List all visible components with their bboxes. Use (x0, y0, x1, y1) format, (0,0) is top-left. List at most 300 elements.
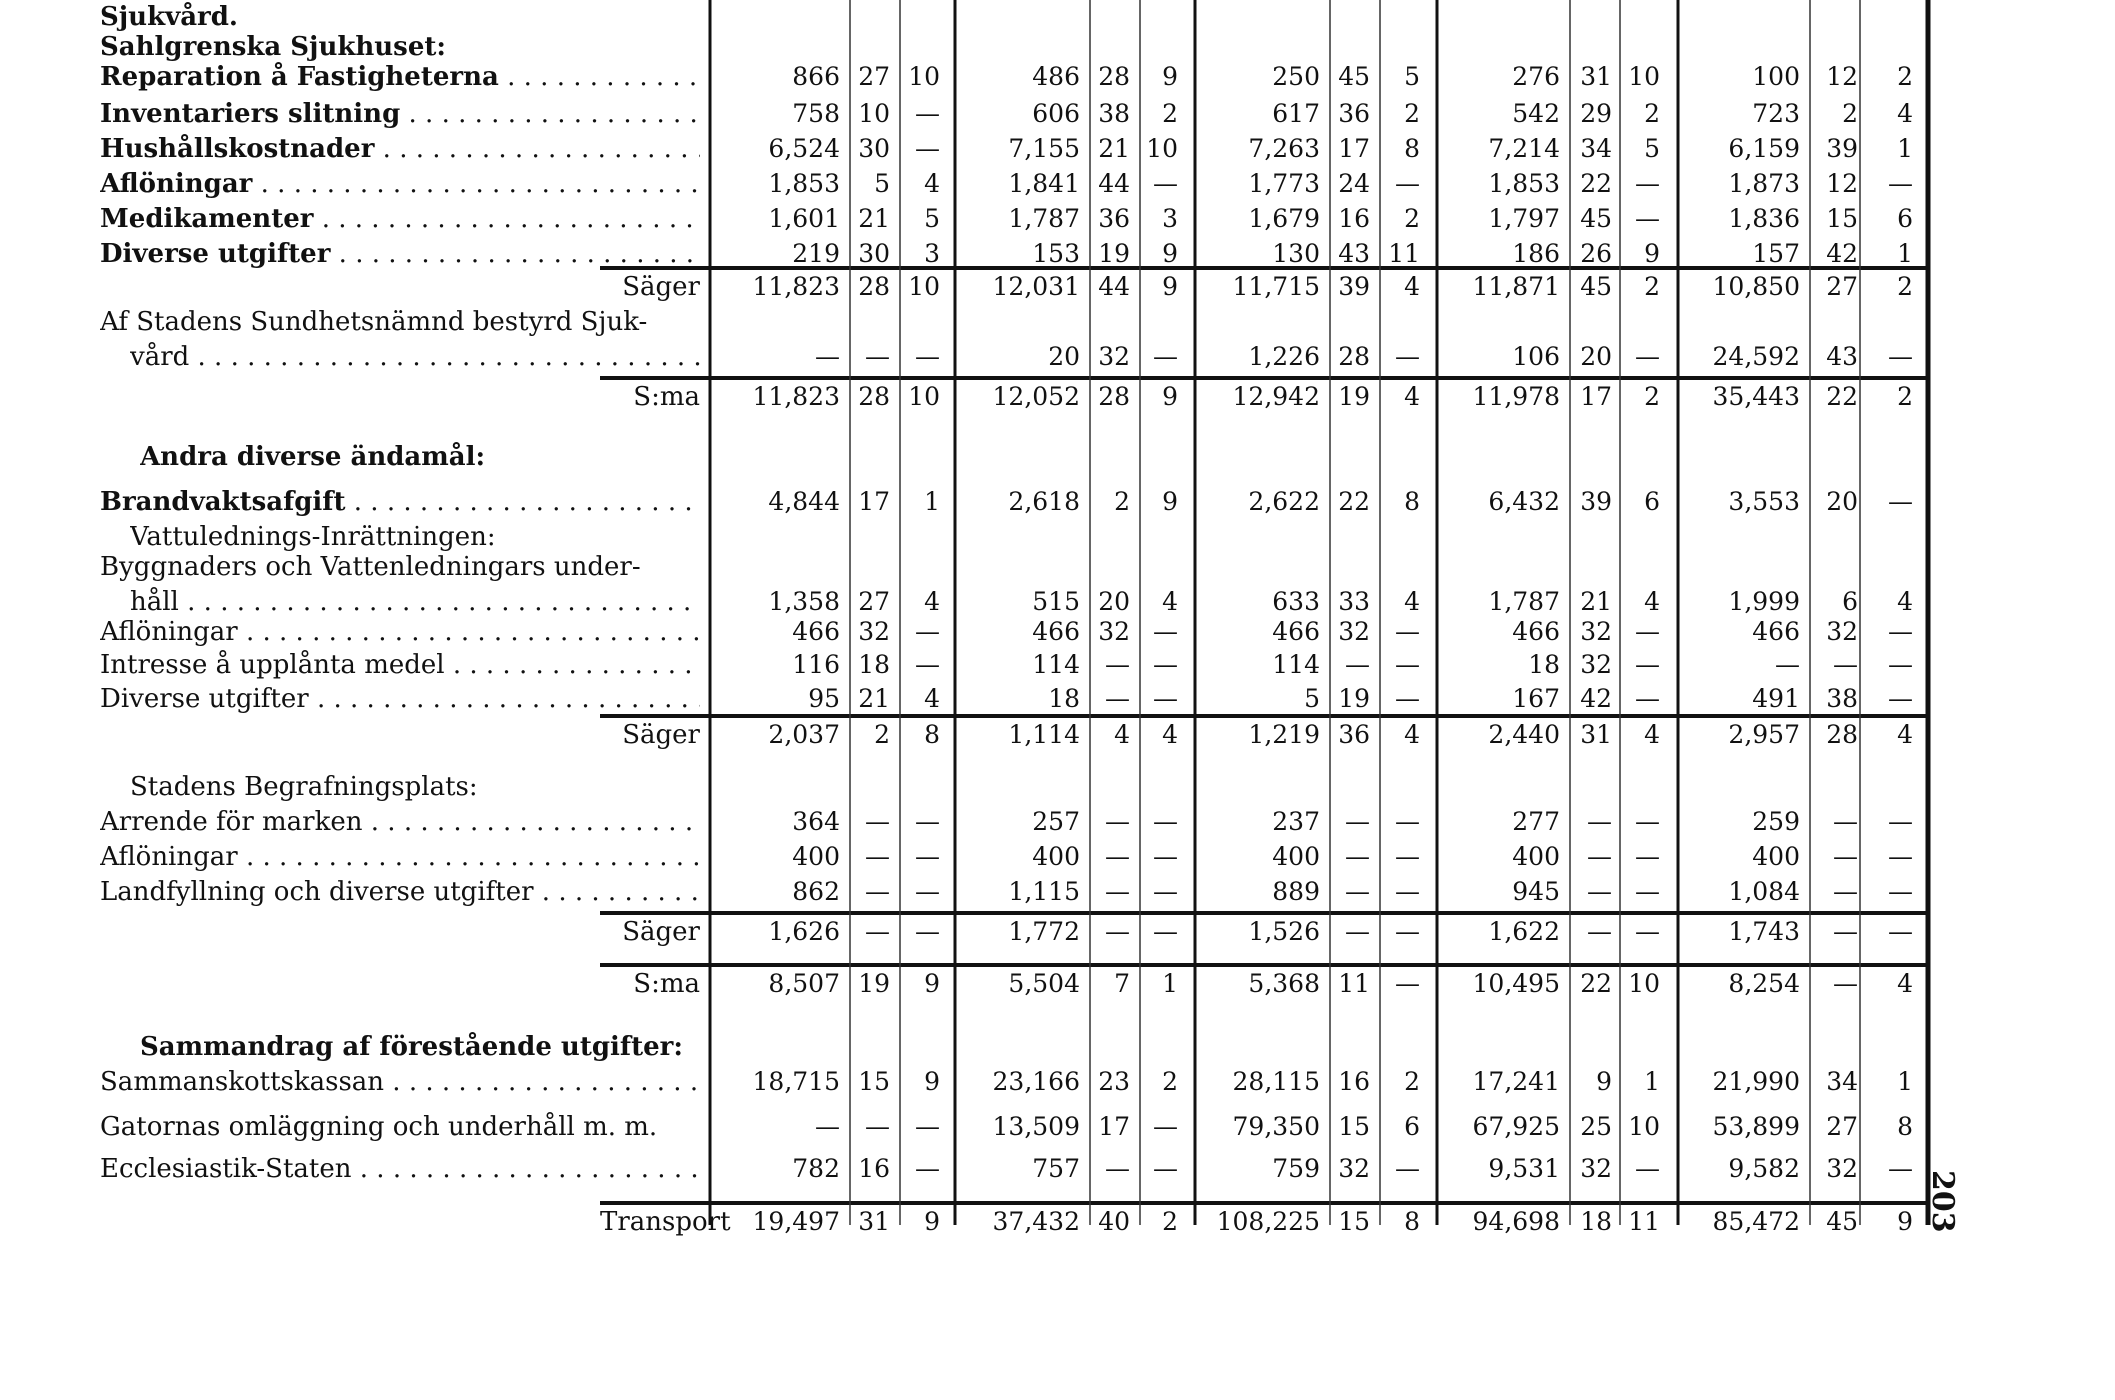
table-cell: 19,497 (752, 1207, 840, 1236)
table-cell: 945 (1512, 877, 1560, 906)
table-cell: 44 (1098, 169, 1130, 198)
table-cell: — (1105, 650, 1130, 679)
table-cell: 9 (1644, 239, 1660, 268)
table-cell: 4 (1897, 720, 1913, 749)
table-cell: — (1105, 877, 1130, 906)
table-cell: 32 (1338, 617, 1370, 646)
table-cell: 22 (1338, 487, 1370, 516)
table-cell: 2 (1162, 1067, 1178, 1096)
table-cell: — (1105, 684, 1130, 713)
table-cell: 27 (1826, 272, 1858, 301)
table-cell: 9 (1897, 1207, 1913, 1236)
table-cell: 28 (1338, 342, 1370, 371)
subtotal-label: S:ma (633, 382, 700, 412)
table-cell: 6,524 (768, 134, 840, 163)
table-cell: — (915, 134, 940, 163)
table-cell: 250 (1272, 62, 1320, 91)
table-cell: 23 (1098, 1067, 1130, 1096)
table-cell: — (1395, 877, 1420, 906)
table-cell: 9 (924, 1067, 940, 1096)
table-cell: 21 (1580, 587, 1612, 616)
table-cell: — (1153, 342, 1178, 371)
table-cell: — (1635, 617, 1660, 646)
table-cell: 39 (1826, 134, 1858, 163)
table-cell: 6 (1842, 587, 1858, 616)
row-label: Af Stadens Sundhetsnämnd bestyrd Sjuk- (100, 307, 648, 337)
table-cell: — (1635, 650, 1660, 679)
table-cell: — (1345, 877, 1370, 906)
table-cell: — (1833, 969, 1858, 998)
table-cell: 28 (1098, 62, 1130, 91)
table-cell: — (1395, 650, 1420, 679)
table-cell: 23,166 (992, 1067, 1080, 1096)
row-label: Aflöningar . . . (100, 615, 700, 649)
table-cell: 4 (1897, 587, 1913, 616)
table-cell: — (1395, 969, 1420, 998)
table-cell: — (1395, 617, 1420, 646)
table-cell: 22 (1826, 382, 1858, 411)
table-cell: 1,841 (1008, 169, 1080, 198)
table-cell: 617 (1272, 99, 1320, 128)
table-cell: 862 (792, 877, 840, 906)
table-cell: 44 (1098, 272, 1130, 301)
table-cell: 237 (1272, 807, 1320, 836)
table-cell: — (815, 1112, 840, 1141)
row-label: Sahlgrenska Sjukhuset: (100, 32, 446, 62)
table-cell: 1,797 (1488, 204, 1560, 233)
table-cell: 4 (1162, 720, 1178, 749)
table-cell: 6,432 (1488, 487, 1560, 516)
table-cell: 1,219 (1248, 720, 1320, 749)
table-cell: 19 (1338, 382, 1370, 411)
table-cell: 30 (858, 239, 890, 268)
table-cell: 5 (924, 204, 940, 233)
table-cell: 2 (1404, 204, 1420, 233)
table-cell: 19 (1338, 684, 1370, 713)
table-cell: — (1888, 487, 1913, 516)
table-cell: 4 (1404, 587, 1420, 616)
table-cell: 11 (1628, 1207, 1660, 1236)
table-cell: — (1888, 169, 1913, 198)
table-cell: 364 (792, 807, 840, 836)
table-cell: 114 (1272, 650, 1320, 679)
table-cell: 39 (1580, 487, 1612, 516)
table-cell: 17 (1338, 134, 1370, 163)
table-cell: 4 (1644, 587, 1660, 616)
table-cell: 167 (1512, 684, 1560, 713)
table-cell: 10,850 (1712, 272, 1800, 301)
table-cell: 16 (1338, 1067, 1370, 1096)
table-cell: 17 (1580, 382, 1612, 411)
subtotal-label: Säger (622, 272, 700, 302)
table-cell: 85,472 (1712, 1207, 1800, 1236)
table-cell: 28,115 (1232, 1067, 1320, 1096)
row-label: Reparation å Fastigheterna . . . (100, 60, 700, 94)
table-cell: 67,925 (1472, 1112, 1560, 1141)
table-cell: — (915, 99, 940, 128)
table-cell: 2,440 (1488, 720, 1560, 749)
table-cell: 4 (1897, 969, 1913, 998)
table-cell: 27 (858, 587, 890, 616)
table-cell: 10 (908, 382, 940, 411)
table-cell: 7,155 (1008, 134, 1080, 163)
table-cell: 491 (1752, 684, 1800, 713)
table-cell: — (1153, 917, 1178, 946)
row-label: Gatornas omläggning och underhåll m. m. (100, 1112, 658, 1142)
table-cell: — (915, 877, 940, 906)
table-cell: — (1888, 684, 1913, 713)
table-cell: 9 (924, 969, 940, 998)
table-cell: 1,853 (1488, 169, 1560, 198)
table-cell: 276 (1512, 62, 1560, 91)
table-cell: 36 (1098, 204, 1130, 233)
table-cell: 21,990 (1712, 1067, 1800, 1096)
table-cell: 24 (1338, 169, 1370, 198)
table-cell: 9 (1162, 382, 1178, 411)
table-cell: 34 (1826, 1067, 1858, 1096)
table-cell: 4 (1404, 272, 1420, 301)
table-cell: — (1635, 917, 1660, 946)
table-cell: — (1105, 917, 1130, 946)
table-cell: — (1105, 807, 1130, 836)
table-cell: 466 (792, 617, 840, 646)
table-cell: — (865, 842, 890, 871)
table-cell: 32 (858, 617, 890, 646)
table-cell: 1,772 (1008, 917, 1080, 946)
row-label: Landfyllning och diverse utgifter . . . (100, 875, 700, 909)
table-cell: — (1345, 650, 1370, 679)
table-cell: 6 (1404, 1112, 1420, 1141)
table-cell: — (1395, 342, 1420, 371)
table-cell: — (865, 917, 890, 946)
table-cell: 8 (1404, 1207, 1420, 1236)
table-cell: 759 (1272, 1154, 1320, 1183)
table-cell: 10 (1628, 969, 1660, 998)
table-cell: 94,698 (1472, 1207, 1560, 1236)
table-cell: — (1888, 807, 1913, 836)
table-cell: 31 (858, 1207, 890, 1236)
table-cell: 15 (1338, 1112, 1370, 1141)
table-cell: — (1395, 684, 1420, 713)
table-cell: 16 (858, 1154, 890, 1183)
table-cell: — (1833, 807, 1858, 836)
table-cell: 2,622 (1248, 487, 1320, 516)
table-cell: 11,823 (752, 382, 840, 411)
table-cell: 2 (1644, 382, 1660, 411)
table-cell: 1,622 (1488, 917, 1560, 946)
table-cell: — (1345, 842, 1370, 871)
table-cell: 27 (1826, 1112, 1858, 1141)
table-cell: — (1635, 842, 1660, 871)
table-cell: 39 (1338, 272, 1370, 301)
table-cell: 12 (1826, 169, 1858, 198)
table-cell: 10 (1628, 62, 1660, 91)
table-cell: 400 (1032, 842, 1080, 871)
table-cell: — (1153, 842, 1178, 871)
table-cell: 12,052 (992, 382, 1080, 411)
table-cell: 116 (792, 650, 840, 679)
table-cell: 1,787 (1488, 587, 1560, 616)
table-cell: 6 (1644, 487, 1660, 516)
table-cell: — (1345, 807, 1370, 836)
table-cell: 20 (1048, 342, 1080, 371)
table-cell: — (1888, 877, 1913, 906)
table-cell: — (915, 650, 940, 679)
table-cell: — (1635, 877, 1660, 906)
table-cell: 29 (1580, 99, 1612, 128)
table-cell: 21 (1098, 134, 1130, 163)
table-cell: 277 (1512, 807, 1560, 836)
table-cell: — (1775, 650, 1800, 679)
table-cell: 257 (1032, 807, 1080, 836)
table-cell: 28 (1826, 720, 1858, 749)
row-label: Aflöningar . . . (100, 840, 700, 874)
table-cell: 15 (1826, 204, 1858, 233)
table-cell: 1 (1897, 239, 1913, 268)
table-cell: 32 (1580, 650, 1612, 679)
table-cell: — (1587, 807, 1612, 836)
table-cell: 13,509 (992, 1112, 1080, 1141)
table-cell: 3,553 (1728, 487, 1800, 516)
table-cell: 12,031 (992, 272, 1080, 301)
table-cell: — (1587, 877, 1612, 906)
table-cell: 1,114 (1008, 720, 1080, 749)
table-cell: 1,787 (1008, 204, 1080, 233)
table-cell: 1,836 (1728, 204, 1800, 233)
table-cell: 3 (1162, 204, 1178, 233)
table-cell: 11,715 (1232, 272, 1320, 301)
table-cell: 108,225 (1216, 1207, 1320, 1236)
table-cell: — (1395, 1154, 1420, 1183)
table-cell: 889 (1272, 877, 1320, 906)
table-cell: 34 (1580, 134, 1612, 163)
table-cell: 11 (1388, 239, 1420, 268)
table-cell: — (1635, 684, 1660, 713)
table-cell: 2,037 (768, 720, 840, 749)
table-cell: 2 (1404, 99, 1420, 128)
row-label: Vattulednings-Inrättningen: (130, 522, 496, 552)
table-cell: 8 (1404, 487, 1420, 516)
table-cell: 1 (1162, 969, 1178, 998)
table-cell: 17 (1098, 1112, 1130, 1141)
table-cell: 4 (1897, 99, 1913, 128)
row-label: Sjukvård. (100, 2, 238, 32)
table-cell: 4 (924, 587, 940, 616)
table-cell: — (865, 877, 890, 906)
table-cell: 21 (858, 204, 890, 233)
table-cell: 79,350 (1232, 1112, 1320, 1141)
table-cell: 4,844 (768, 487, 840, 516)
table-cell: 2 (1644, 272, 1660, 301)
table-cell: 153 (1032, 239, 1080, 268)
table-cell: 466 (1512, 617, 1560, 646)
row-label: Aflöningar . . . (100, 167, 700, 201)
table-cell: 18 (1580, 1207, 1612, 1236)
table-cell: 219 (792, 239, 840, 268)
table-cell: 2 (1162, 1207, 1178, 1236)
table-cell: 1,226 (1248, 342, 1320, 371)
table-cell: — (1635, 204, 1660, 233)
table-cell: — (915, 1154, 940, 1183)
table-cell: 9,582 (1728, 1154, 1800, 1183)
row-label: Brandvaktsafgift . . . (100, 485, 700, 519)
table-cell: 2,618 (1008, 487, 1080, 516)
table-cell: 9 (1162, 239, 1178, 268)
row-label: Hushållskostnader . . . (100, 132, 700, 166)
table-cell: 5,368 (1248, 969, 1320, 998)
table-cell: — (1153, 169, 1178, 198)
table-cell: — (1153, 617, 1178, 646)
table-cell: 466 (1752, 617, 1800, 646)
table-cell: 20 (1098, 587, 1130, 616)
table-cell: 42 (1580, 684, 1612, 713)
table-cell: — (915, 807, 940, 836)
table-cell: 259 (1752, 807, 1800, 836)
row-label: Ecclesiastik-Staten . . . (100, 1152, 700, 1186)
table-cell: — (865, 342, 890, 371)
table-cell: — (1635, 807, 1660, 836)
table-cell: 7,263 (1248, 134, 1320, 163)
table-cell: 43 (1338, 239, 1370, 268)
table-cell: — (1833, 877, 1858, 906)
table-cell: 18 (1048, 684, 1080, 713)
table-cell: 20 (1826, 487, 1858, 516)
table-cell: 28 (1098, 382, 1130, 411)
table-cell: 866 (792, 62, 840, 91)
table-cell: — (1635, 342, 1660, 371)
table-cell: — (1888, 650, 1913, 679)
table-cell: 9 (1162, 62, 1178, 91)
table-cell: 11,978 (1472, 382, 1560, 411)
table-cell: 1,115 (1008, 877, 1080, 906)
table-cell: 1,626 (768, 917, 840, 946)
table-cell: 28 (858, 272, 890, 301)
table-cell: 25 (1580, 1112, 1612, 1141)
table-cell: 1,743 (1728, 917, 1800, 946)
table-cell: — (915, 342, 940, 371)
table-cell: 17 (858, 487, 890, 516)
table-cell: 45 (1338, 62, 1370, 91)
table-cell: 32 (1826, 1154, 1858, 1183)
table-cell: — (1153, 807, 1178, 836)
table-cell: — (1888, 617, 1913, 646)
table-cell: 19 (858, 969, 890, 998)
table-cell: 15 (858, 1067, 890, 1096)
table-cell: 400 (1272, 842, 1320, 871)
table-cell: 40 (1098, 1207, 1130, 1236)
table-cell: 4 (924, 684, 940, 713)
table-cell: 2 (874, 720, 890, 749)
table-cell: 2,957 (1728, 720, 1800, 749)
table-cell: 5 (1304, 684, 1320, 713)
table-cell: 45 (1580, 272, 1612, 301)
table-cell: 21 (858, 684, 890, 713)
row-label: Sammandrag af förestående utgifter: (140, 1032, 683, 1062)
table-cell: 19 (1098, 239, 1130, 268)
row-label: Stadens Begrafningsplats: (130, 772, 478, 802)
table-cell: 1 (1897, 1067, 1913, 1096)
table-cell: 26 (1580, 239, 1612, 268)
table-cell: 542 (1512, 99, 1560, 128)
table-cell: 3 (924, 239, 940, 268)
table-cell: 4 (1644, 720, 1660, 749)
table-cell: 1,853 (768, 169, 840, 198)
table-cell: 1 (1897, 134, 1913, 163)
table-cell: 100 (1752, 62, 1800, 91)
table-cell: 466 (1272, 617, 1320, 646)
table-cell: 8 (1897, 1112, 1913, 1141)
table-cell: 18 (858, 650, 890, 679)
table-cell: 10 (1146, 134, 1178, 163)
table-cell: 9 (1162, 272, 1178, 301)
table-cell: 2 (1897, 62, 1913, 91)
table-cell: 35,443 (1712, 382, 1800, 411)
table-cell: — (915, 842, 940, 871)
table-cell: 466 (1032, 617, 1080, 646)
table-cell: 515 (1032, 587, 1080, 616)
table-cell: 12,942 (1232, 382, 1320, 411)
row-label: Diverse utgifter . . . (100, 237, 700, 271)
table-cell: 37,432 (992, 1207, 1080, 1236)
table-cell: 114 (1032, 650, 1080, 679)
table-cell: 5 (1644, 134, 1660, 163)
table-cell: 1 (924, 487, 940, 516)
table-cell: 157 (1752, 239, 1800, 268)
table-cell: 106 (1512, 342, 1560, 371)
table-cell: 1 (1644, 1067, 1660, 1096)
table-cell: 16 (1338, 204, 1370, 233)
table-cell: — (1153, 650, 1178, 679)
table-cell: — (1888, 917, 1913, 946)
table-cell: 1,679 (1248, 204, 1320, 233)
table-cell: 633 (1272, 587, 1320, 616)
table-cell: 400 (792, 842, 840, 871)
row-label: Intresse å upplånta medel . . . (100, 648, 700, 682)
table-cell: — (1888, 342, 1913, 371)
table-cell: 18,715 (752, 1067, 840, 1096)
table-cell: 723 (1752, 99, 1800, 128)
table-cell: 2 (1897, 272, 1913, 301)
table-cell: 33 (1338, 587, 1370, 616)
table-cell: 18 (1528, 650, 1560, 679)
row-label: Arrende för marken . . . (100, 805, 700, 839)
table-cell: — (1395, 807, 1420, 836)
table-cell: 9 (924, 1207, 940, 1236)
table-cell: 1,773 (1248, 169, 1320, 198)
table-cell: 10,495 (1472, 969, 1560, 998)
table-cell: 32 (1338, 1154, 1370, 1183)
table-cell: 1,601 (768, 204, 840, 233)
table-cell: 782 (792, 1154, 840, 1183)
table-cell: 43 (1826, 342, 1858, 371)
row-label: Diverse utgifter . . . (100, 682, 700, 716)
table-cell: 186 (1512, 239, 1560, 268)
table-cell: 45 (1580, 204, 1612, 233)
table-cell: — (1153, 1154, 1178, 1183)
table-cell: 1,084 (1728, 877, 1800, 906)
table-cell: — (915, 1112, 940, 1141)
table-cell: — (865, 1112, 890, 1141)
table-cell: 2 (1897, 382, 1913, 411)
table-cell: — (1833, 650, 1858, 679)
table-cell: 8 (924, 720, 940, 749)
table-cell: — (915, 617, 940, 646)
row-label: Sammanskottskassan . . . (100, 1065, 700, 1099)
table-cell: — (865, 807, 890, 836)
table-cell: 8,507 (768, 969, 840, 998)
table-cell: — (1587, 842, 1612, 871)
table-cell: — (1587, 917, 1612, 946)
